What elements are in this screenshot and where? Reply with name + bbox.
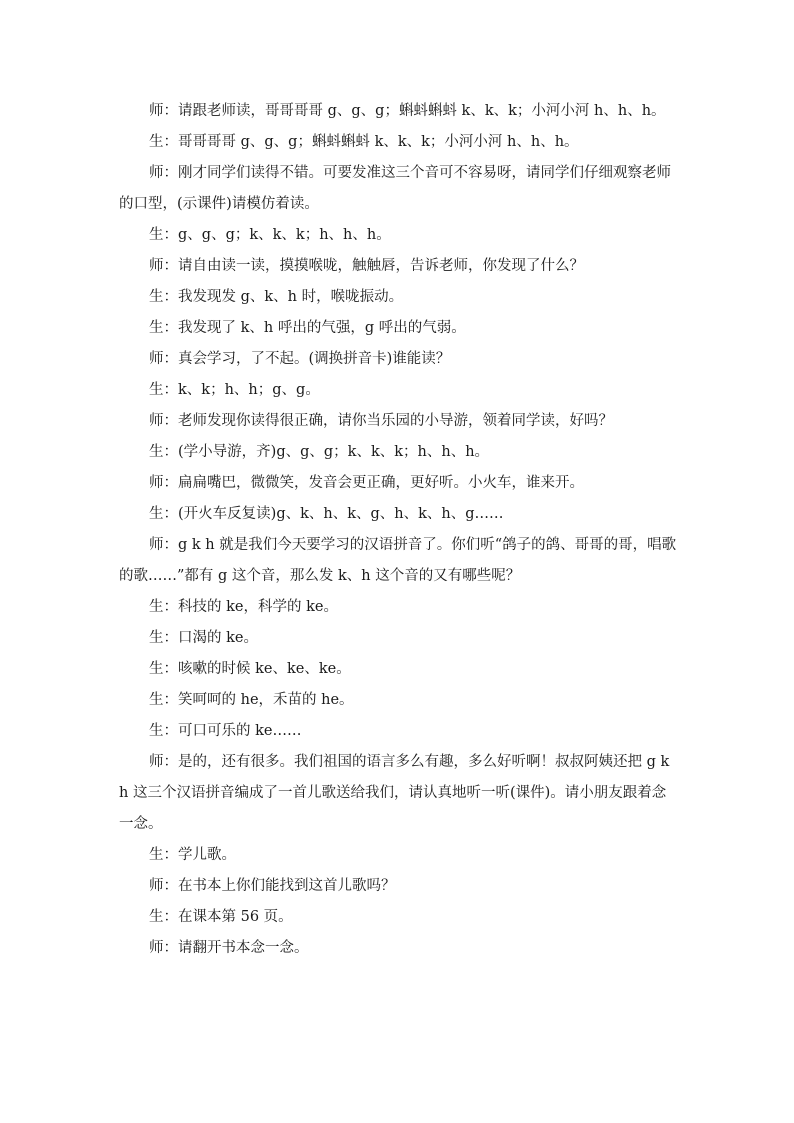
paragraph-18: 生：笑呵呵的 he，禾苗的 he。 <box>149 692 354 708</box>
paragraph-24: 师：请翻开书本念一念。 <box>149 940 309 956</box>
paragraph-7: 生：我发现了 k、h 呼出的气强，g 呼出的气弱。 <box>149 320 466 336</box>
paragraph-5: 师：请自由读一读，摸摸喉咙，触触唇，告诉老师，你发现了什么？ <box>149 258 584 274</box>
paragraph-15: 生：科技的 ke，科学的 ke。 <box>149 599 338 615</box>
paragraph-17: 生：咳嗽的时候 ke、ke、ke。 <box>149 661 351 677</box>
paragraph-22: 师：在书本上你们能找到这首儿歌吗？ <box>149 878 396 894</box>
paragraph-13: 生：(开火车反复读)g、k、h、k、g、h、k、h、g…… <box>149 506 504 522</box>
paragraph-20: 师：是的，还有很多。我们祖国的语言多么有趣，多么好听啊！叔叔阿姨还把 g k h 这三个汉语拼音编成了一首儿歌送给我们，请认真地听一听(课件)。请小朋友跟着念一念。 <box>119 754 670 832</box>
paragraph-8: 师：真会学习，了不起。(调换拼音卡)谁能读？ <box>149 351 451 367</box>
paragraph-2: 生：哥哥哥哥 g、g、g；蝌蚪蝌蚪 k、k、k；小河小河 h、h、h。 <box>149 134 579 150</box>
paragraph-10: 师：老师发现你读得很正确，请你当乐园的小导游，领着同学读，好吗？ <box>149 413 613 429</box>
paragraph-4: 生：g、g、g；k、k、k；h、h、h。 <box>149 227 391 243</box>
paragraph-12: 师：扁扁嘴巴，微微笑，发音会更正确，更好听。小火车，谁来开。 <box>149 475 584 491</box>
document-body <box>119 96 679 964</box>
paragraph-16: 生：口渴的 ke。 <box>149 630 258 646</box>
paragraph-21: 生：学儿歌。 <box>149 847 236 863</box>
paragraph-14: 师：g k h 就是我们今天要学习的汉语拼音了。你们听“鸽子的鸽、哥哥的哥，唱歌的歌……”都有 g 这个音，那么发 k、h 这个音的又有哪些呢？ <box>119 537 677 584</box>
paragraph-19: 生：可口可乐的 ke…… <box>149 723 302 739</box>
paragraph-23: 生：在课本第 56 页。 <box>149 909 293 925</box>
paragraph-9: 生：k、k；h、h；g、g。 <box>149 382 320 398</box>
paragraph-11: 生：(学小导游，齐)g、g、g；k、k、k；h、h、h。 <box>149 444 490 460</box>
paragraph-3: 师：刚才同学们读得不错。可要发准这三个音可不容易呀，请同学们仔细观察老师的口型，(示课件)请模仿着读。 <box>119 165 671 212</box>
paragraph-1: 师：请跟老师读，哥哥哥哥 g、g、g；蝌蚪蝌蚪 k、k、k；小河小河 h、h、h。 <box>149 103 666 119</box>
paragraph-6: 生：我发现发 g、k、h 时，喉咙振动。 <box>149 289 404 305</box>
